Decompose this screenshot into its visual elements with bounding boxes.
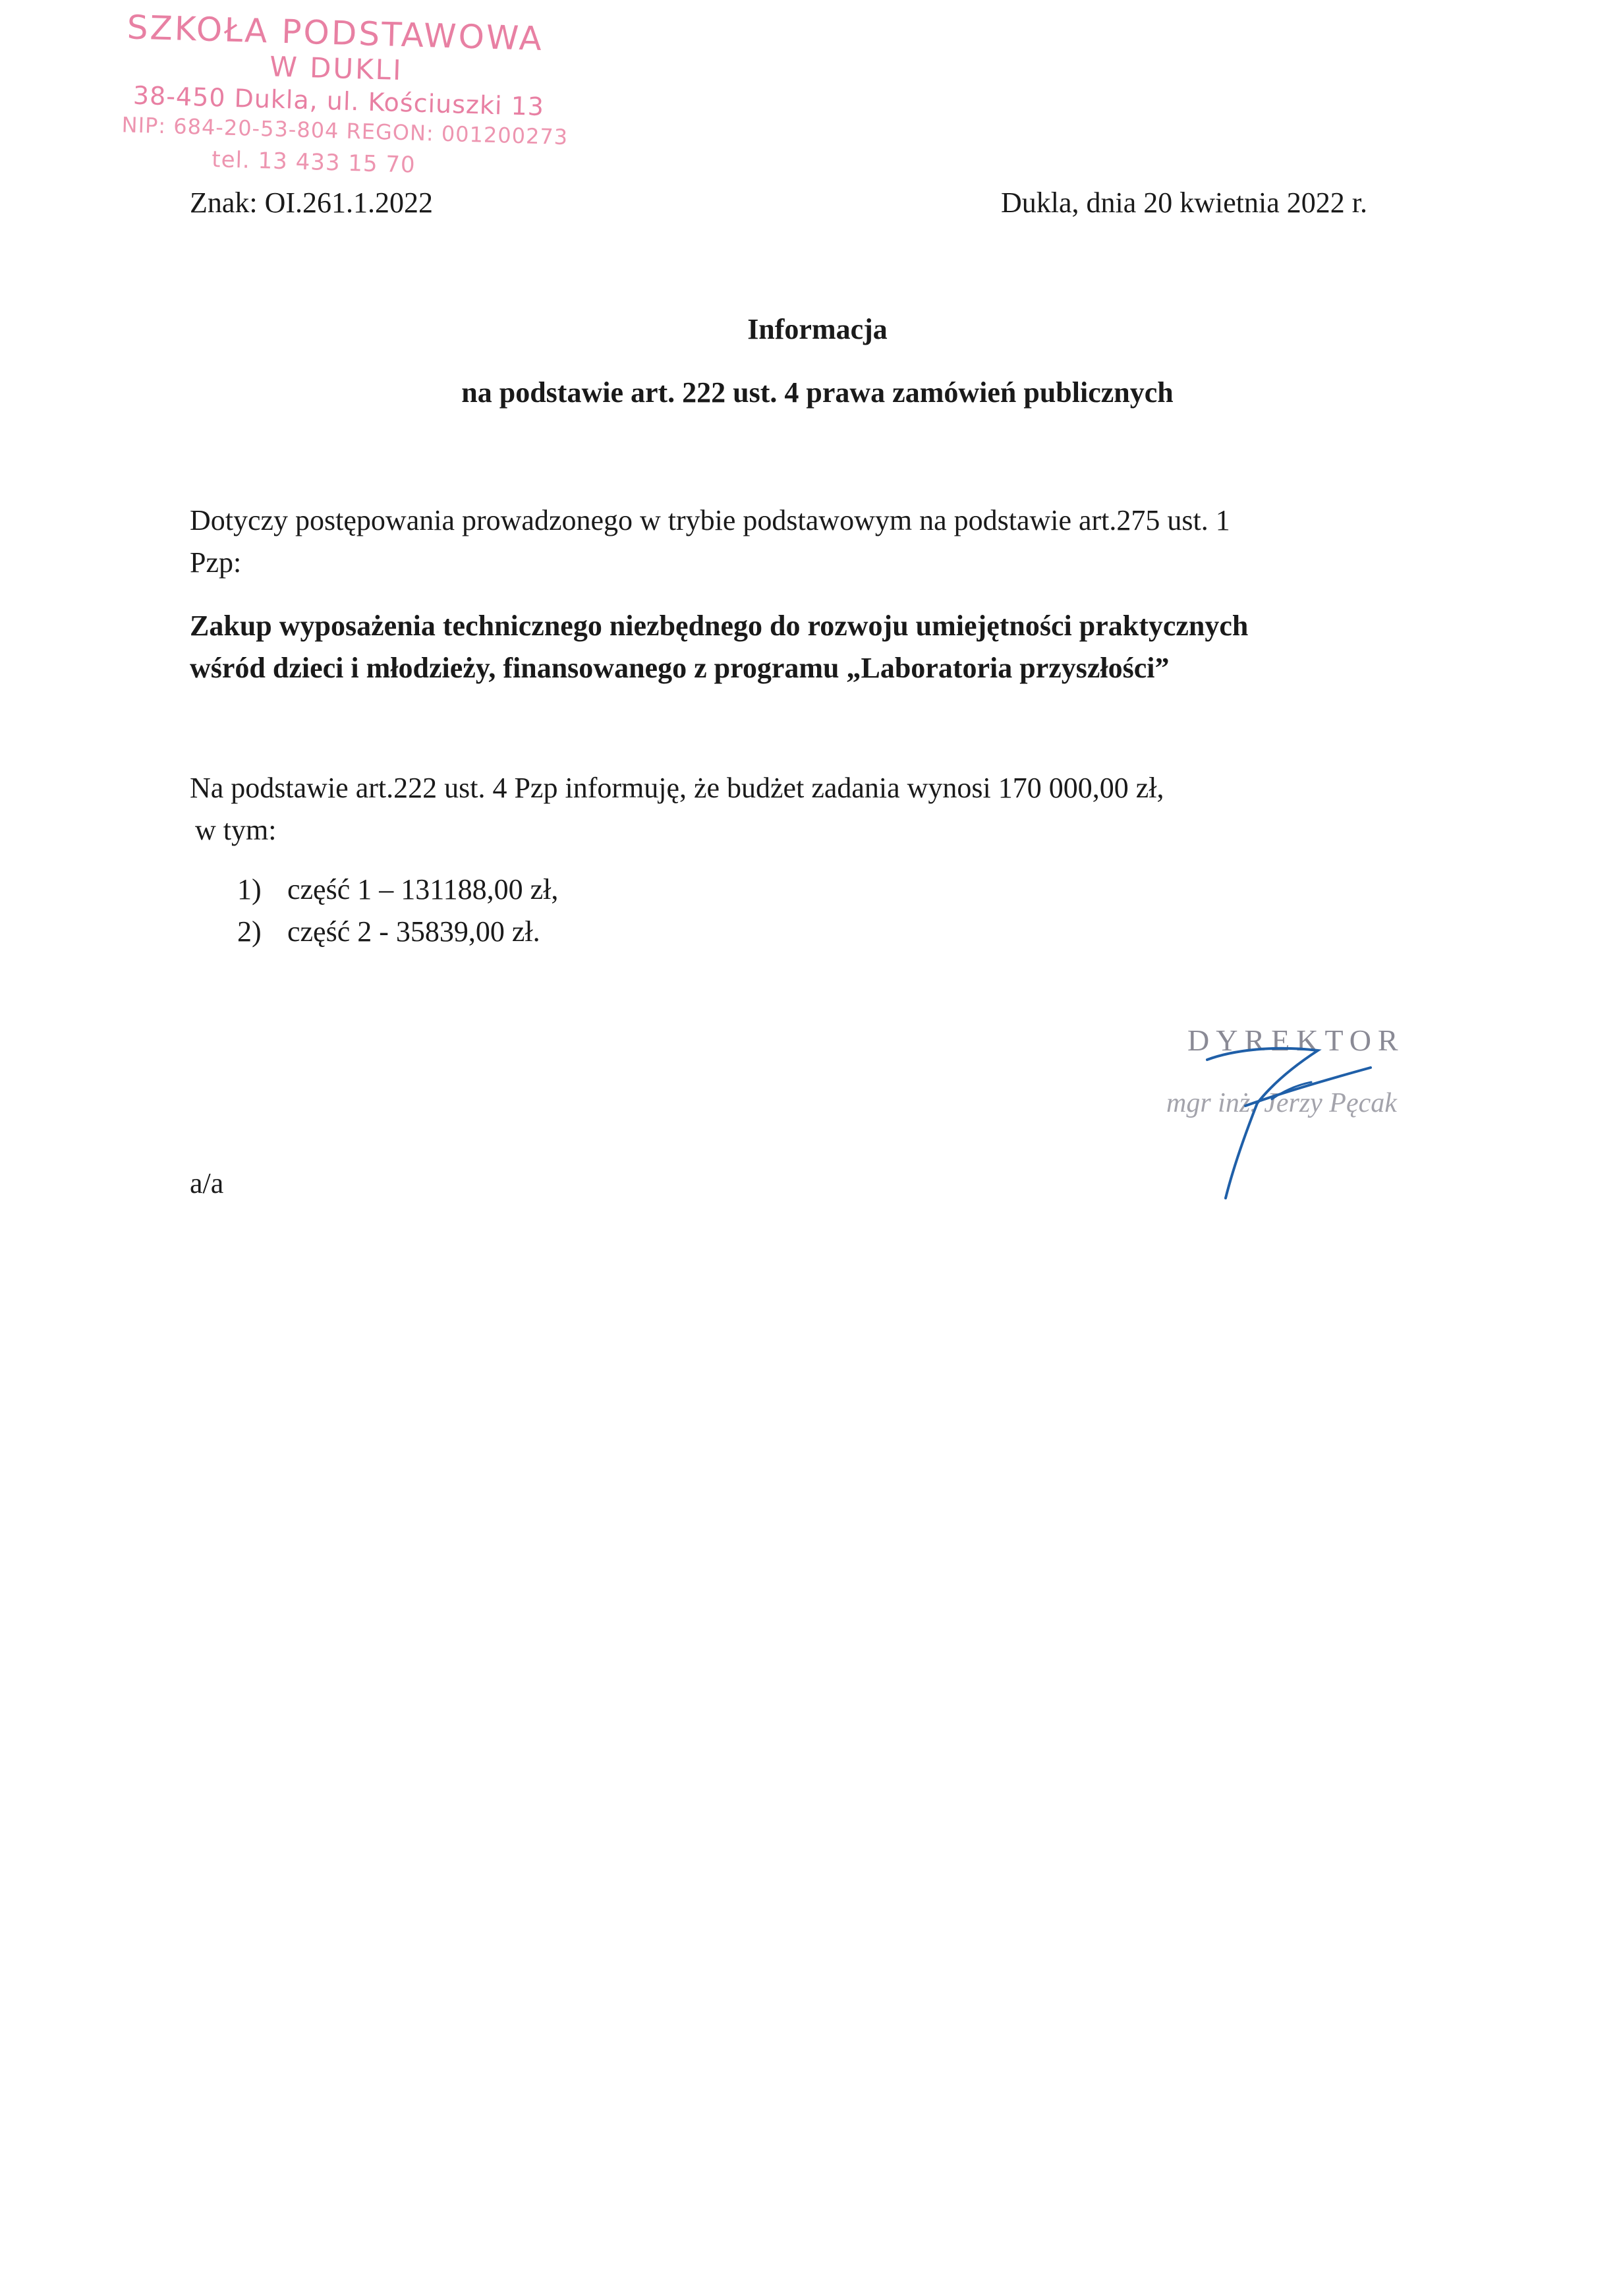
handwritten-signature <box>1173 1021 1397 1219</box>
stamp-line-town: W DUKLI <box>269 50 404 87</box>
budget-line-2: w tym: <box>195 814 277 846</box>
signatory-name: mgr inż. Jerzy Pęcak <box>1166 1088 1397 1118</box>
procurement-subject <box>190 605 1396 689</box>
list-item <box>237 869 558 911</box>
budget-parts-list <box>237 869 558 953</box>
stamp-line-nip-regon: NIP: 684-20-53-804 REGON: 001200273 <box>121 112 569 150</box>
list-item-text: część 2 - 35839,00 zł. <box>287 915 540 948</box>
budget-line-1: Na podstawie art.222 ust. 4 Pzp informuję, że budżet zadania wynosi 170 000,00 zł, <box>190 772 1164 804</box>
stamp-line-address: 38-450 Dukla, ul. Kościuszki 13 <box>132 80 545 122</box>
budget-paragraph <box>190 767 1376 851</box>
list-item-number: 2) <box>237 915 262 948</box>
subject-line-2: wśród dzieci i młodzieży, finansowanego z programu „Laboratoria przyszłości” <box>190 652 1170 684</box>
intro-line-2: Pzp: <box>190 546 242 579</box>
stamp-line-school-name: SZKOŁA PODSTAWOWA <box>127 8 544 59</box>
intro-paragraph <box>190 500 1376 584</box>
document-date: Dukla, dnia 20 kwietnia 2022 r. <box>1000 187 1367 219</box>
list-item <box>237 911 558 953</box>
reference-number: Znak: OI.261.1.2022 <box>190 187 434 219</box>
school-stamp <box>113 0 569 190</box>
subject-line-1: Zakup wyposażenia technicznego niezbędnego do rozwoju umiejętności praktycznych <box>190 610 1249 642</box>
intro-line-1: Dotyczy postępowania prowadzonego w trybie podstawowym na podstawie art.275 ust. 1 <box>190 504 1230 536</box>
author-initials: a/a <box>190 1167 224 1199</box>
stamp-line-phone: tel. 13 433 15 70 <box>211 146 416 179</box>
signatory-title: DYREKTOR <box>1187 1023 1405 1057</box>
list-item-number: 1) <box>237 873 262 905</box>
list-item-text: część 1 – 131188,00 zł, <box>287 873 559 905</box>
document-subtitle: na podstawie art. 222 ust. 4 prawa zamówień publicznych <box>461 376 1174 409</box>
document-title: Informacja <box>747 313 888 345</box>
